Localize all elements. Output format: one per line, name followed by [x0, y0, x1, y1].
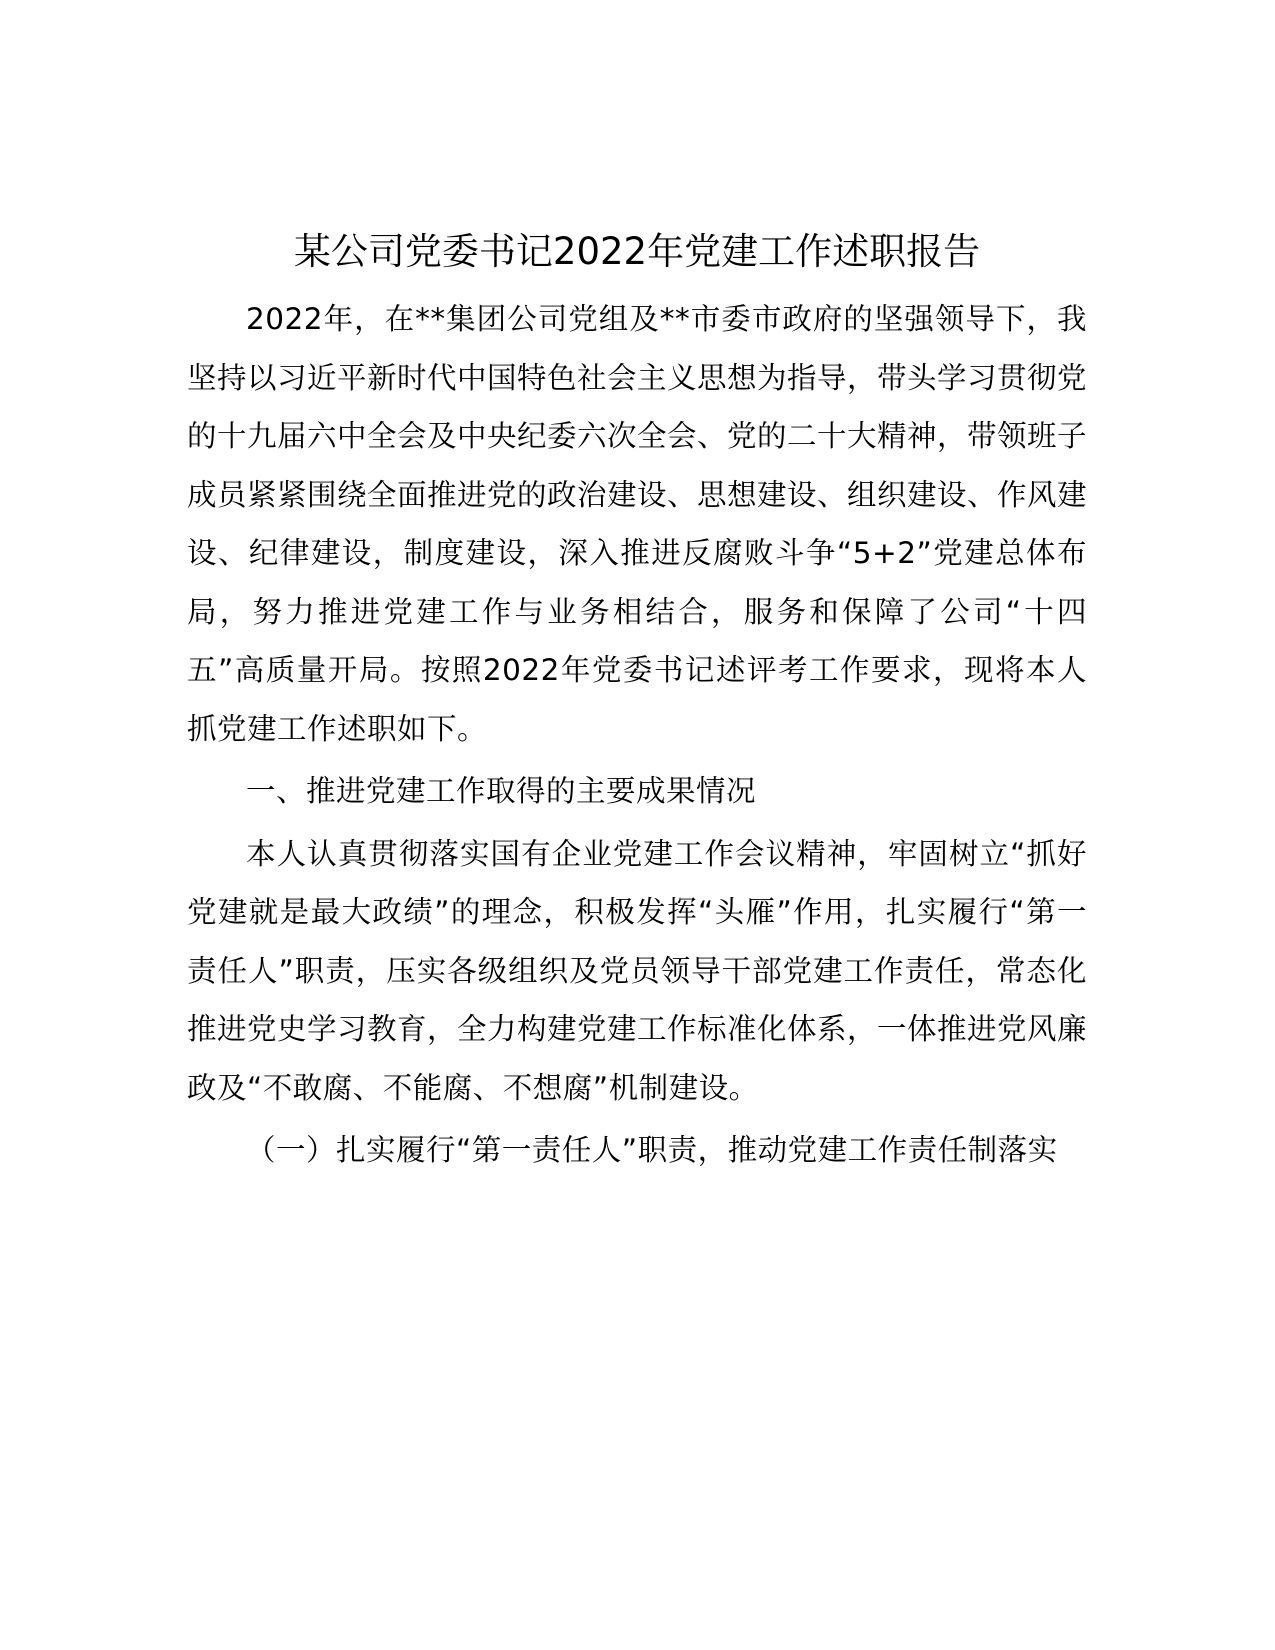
- intro-paragraph: 2022年，在**集团公司党组及**市委市政府的坚强领导下，我坚持以习近平新时代中国特色社会主义思想为指导，带头学习贯彻党的十九届六中全会及中央纪委六次全会、党的二十大精神，带领班子成员紧紧围绕全面推进党的政治建设、思想建设、组织建设、作风建设、纪律建设，制度建设，深入推进反腐败斗争“5+2”党建总体布局，努力推进党建工作与业务相结合，服务和保障了公司“十四五”高质量开局。按照2022年党委书记述评考工作要求，现将本人抓党建工作述职如下。: [187, 302, 1088, 746]
- subsection-1-heading: （一）扎实履行“第一责任人”职责，推动党建工作责任制落实: [246, 1133, 1058, 1167]
- section-1-heading: 一、推进党建工作取得的主要成果情况: [246, 774, 757, 808]
- document-title: 某公司党委书记2022年党建工作述职报告: [293, 230, 981, 273]
- document-body: [187, 222, 1087, 1184]
- section-1-paragraph: 本人认真贯彻落实国有企业党建工作会议精神，牢固树立“抓好党建就是最大政绩”的理念，积极发挥“头雁”作用，扎实履行“第一责任人”职责，压实各级组织及党员领导干部党建工作责任，常态化推进党史学习教育，全力构建党建工作标准化体系，一体推进党风廉政及“不敢腐、不能腐、不想腐”机制建设。: [187, 836, 1088, 1105]
